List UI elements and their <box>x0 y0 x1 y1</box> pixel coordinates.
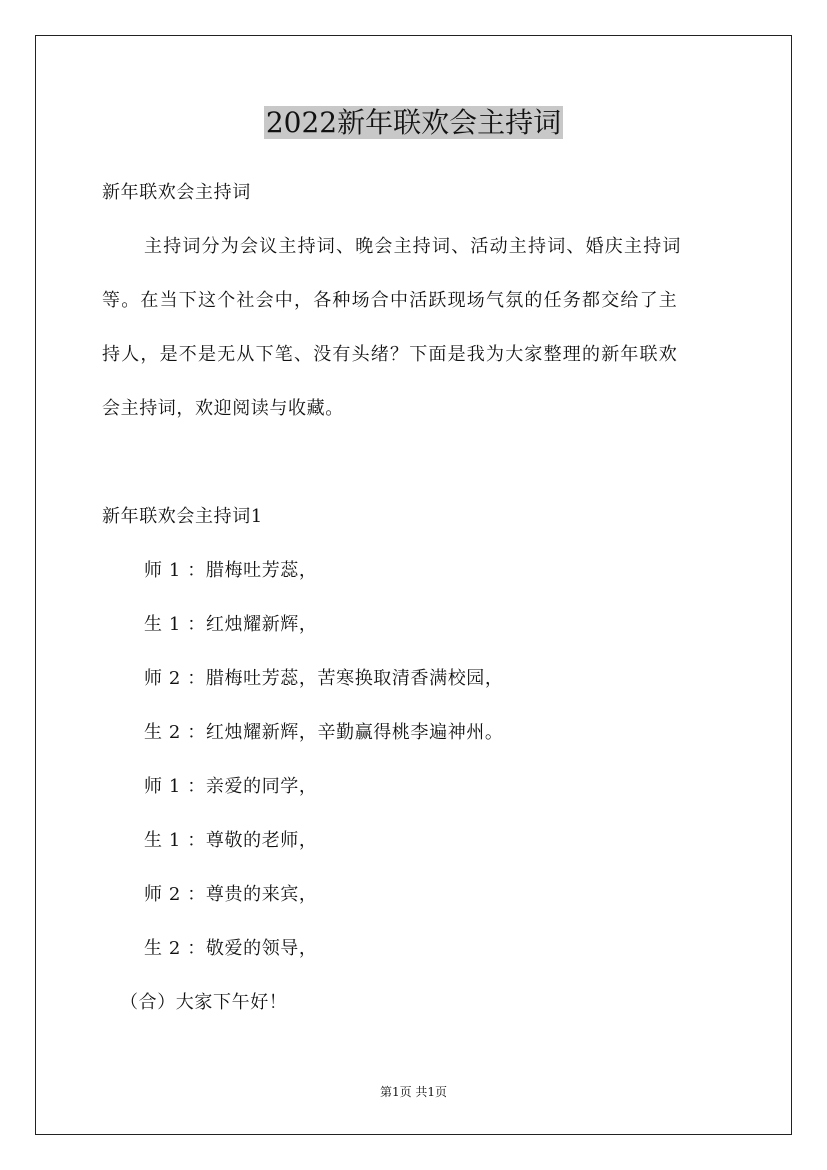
subtitle: 新年联欢会主持词 <box>102 182 251 203</box>
intro-line-4: 会主持词，欢迎阅读与收藏。 <box>102 398 344 419</box>
page-footer: 第1页 共1页 <box>379 1085 448 1099</box>
intro-line-3: 持人，是不是无从下笔、没有头绪？下面是我为大家整理的新年联欢 <box>102 344 678 365</box>
dialogue-line: 师 2 ：腊梅吐芳蕊，苦寒换取清香满校园， <box>144 668 504 689</box>
dialogue-line: 师 1 ：腊梅吐芳蕊， <box>144 560 318 581</box>
dialogue-line: 生 1 ：尊敬的老师， <box>144 830 318 851</box>
intro-line-1: 主持词分为会议主持词、晚会主持词、活动主持词、婚庆主持词 <box>144 236 682 257</box>
document-title: 2022新年联欢会主持词 <box>265 106 562 139</box>
dialogue-line: 生 2 ：红烛耀新辉，辛勤赢得桃李遍神州。 <box>144 722 504 743</box>
dialogue-line: 师 1 ：亲爱的同学， <box>144 776 318 797</box>
dialogue-line: （合）大家下午好！ <box>120 992 288 1013</box>
dialogue-line: 生 1 ：红烛耀新辉， <box>144 614 318 635</box>
dialogue-line: 师 2 ：尊贵的来宾， <box>144 884 318 905</box>
section-heading: 新年联欢会主持词1 <box>102 506 263 527</box>
intro-line-2: 等。在当下这个社会中，各种场合中活跃现场气氛的任务都交给了主 <box>102 290 678 311</box>
dialogue-line: 生 2 ：敬爱的领导， <box>144 938 318 959</box>
